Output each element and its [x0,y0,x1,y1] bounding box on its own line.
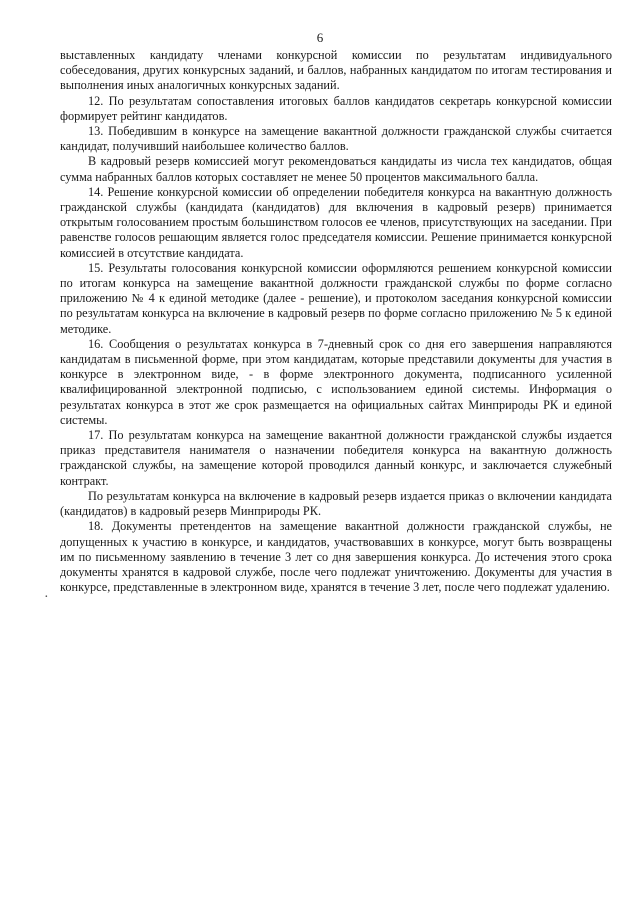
paragraph-reserve: В кадровый резерв комиссией могут рекомендоваться кандидаты из числа тех кандидатов, общая сумма набранных баллов которых составляет не менее 50 процентов максимального балла. [60,154,612,184]
page-number: 6 [316,30,324,45]
scan-mark: · [44,590,49,605]
document-body [60,48,612,595]
paragraph-18: 18. Документы претендентов на замещение вакантной должности гражданской службы, не допущенных к участию в конкурсе, и кандидатов, участвовавших в конкурсе, могут быть возвращены им по письменному заявлению в течение 3 лет со дня завершения конкурса. До истечения этого срока документы хранятся в кадровой службе, после чего подлежат уничтожению. Документы для участия в конкурсе, представленные в электронном виде, хранятся в течение 3 лет, после чего подлежат удалению. [60,519,612,595]
paragraph-13: 13. Победившим в конкурсе на замещение вакантной должности гражданской службы считается кандидат, получивший наибольшее количество баллов. [60,124,612,154]
paragraph-16: 16. Сообщения о результатах конкурса в 7-дневный срок со дня его завершения направляются кандидатам в письменной форме, при этом кандидатам, которые представили документы для участия в конкурсе в электронном виде, - в форме электронного документа, подписанного усиленной квалифицированной электронной подписью, с использованием единой системы. Информация о результатах конкурса в этот же срок размещается на официальных сайтах Минприроды РК и единой системы. [60,336,612,427]
paragraph-17: 17. По результатам конкурса на замещение вакантной должности гражданской службы издается приказ представителя нанимателя о назначении победителя конкурса на вакантную должность гражданской службы, на замещение которой проводился данный конкурс, и заключается служебный контракт. [60,428,612,488]
paragraph-14: 14. Решение конкурсной комиссии об определении победителя конкурса на вакантную должность гражданской службы (кандидата (кандидатов) для включения в кадровый резерв) принимается открытым голосованием простым большинством голосов ее членов, присутствующих на заседании. При равенстве голосов решающим является голос председателя комиссии. Решение принимается конкурсной комиссией в отсутствие кандидата. [60,184,612,260]
paragraph-12: 12. По результатам сопоставления итоговых баллов кандидатов секретарь конкурсной комиссии формирует рейтинг кандидатов. [60,93,612,123]
paragraph-reserve-order: По результатам конкурса на включение в кадровый резерв издается приказ о включении кандидата (кандидатов) в кадровый резерв Минприроды РК. [60,488,612,519]
paragraph-continuation: выставленных кандидату членами конкурсной комиссии по результатам индивидуального собеседования, других конкурсных заданий, и баллов, набранных кандидатом по итогам тестирования и выполнения иных аналогичных конкурсных заданий. [60,48,612,93]
paragraph-15: 15. Результаты голосования конкурсной комиссии оформляются решением конкурсной комиссии по итогам конкурса на замещение вакантной должности гражданской службы по форме согласно приложению № 4 к единой методике (далее - решение), и протоколом заседания конкурсной комиссии по результатам конкурса на включение в кадровый резерв по форме согласно приложению № 5 к единой методике. [60,260,612,336]
